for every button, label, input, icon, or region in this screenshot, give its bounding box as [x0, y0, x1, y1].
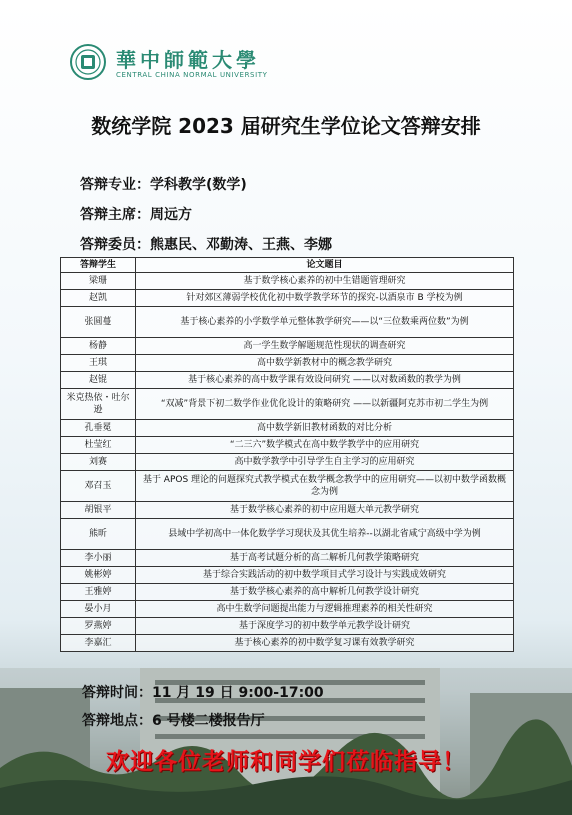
thesis-topic: 基于数学核心素养的初中应用题大单元教学研究: [136, 502, 514, 519]
student-name: 杜莹红: [61, 437, 136, 454]
thesis-topic: 高中生数学问题提出能力与逻辑推理素养的相关性研究: [136, 601, 514, 618]
thesis-topic: 高中数学新旧教材函数的对比分析: [136, 420, 514, 437]
table-row: [61, 471, 514, 502]
defense-major: 答辩专业：学科教学(数学): [80, 177, 247, 193]
header-student: 答辩学生: [61, 258, 136, 273]
student-name: 姚彬婷: [61, 567, 136, 584]
table-header-row: [61, 258, 514, 273]
thesis-topic: 基于数学核心素养的高中解析几何教学设计研究: [136, 584, 514, 601]
table-row: [61, 372, 514, 389]
thesis-topic: 基于综合实践活动的初中数学项目式学习设计与实践成效研究: [136, 567, 514, 584]
defense-time: 答辩时间：11 月 19 日 9:00-17:00: [82, 685, 324, 701]
student-name: 王雅婷: [61, 584, 136, 601]
student-name: 米克热依・吐尔逊: [61, 389, 136, 420]
table-row: [61, 307, 514, 338]
university-name-en: CENTRAL CHINA NORMAL UNIVERSITY: [116, 71, 268, 79]
table-row: [61, 454, 514, 471]
thesis-topic: 基于核心素养的小学数学单元整体教学研究——以“三位数乘两位数”为例: [136, 307, 514, 338]
student-name: 胡银平: [61, 502, 136, 519]
table-row: [61, 635, 514, 652]
defense-schedule-table: [60, 257, 514, 652]
student-name: 晏小月: [61, 601, 136, 618]
thesis-topic: “二三六”数学模式在高中数学教学中的应用研究: [136, 437, 514, 454]
table-row: [61, 618, 514, 635]
thesis-topic: 基于深度学习的初中数学单元教学设计研究: [136, 618, 514, 635]
table-row: [61, 502, 514, 519]
table-row: [61, 567, 514, 584]
university-name-cn: 華中師範大學: [116, 48, 260, 72]
table-row: [61, 519, 514, 550]
defense-members: 答辩委员：熊惠民、邓勤涛、王燕、李娜: [80, 237, 332, 253]
header-topic: 论文题目: [136, 258, 514, 273]
thesis-topic: “双减”背景下初二数学作业优化设计的策略研究 ——以新疆阿克苏市初二学生为例: [136, 389, 514, 420]
student-name: 杨静: [61, 338, 136, 355]
thesis-topic: 高中数学新教材中的概念教学研究: [136, 355, 514, 372]
table-row: [61, 437, 514, 454]
student-name: 李嘉汇: [61, 635, 136, 652]
thesis-topic: 高中数学教学中引导学生自主学习的应用研究: [136, 454, 514, 471]
thesis-topic: 针对郊区薄弱学校优化初中数学教学环节的探究-以酒泉市 B 学校为例: [136, 290, 514, 307]
student-name: 赵凯: [61, 290, 136, 307]
student-name: 刘赛: [61, 454, 136, 471]
university-emblem-icon: [70, 44, 106, 80]
table-row: [61, 290, 514, 307]
thesis-topic: 基于 APOS 理论的问题探究式教学模式在数学概念教学中的应用研究——以初中数学函数概念为例: [136, 471, 514, 502]
student-name: 邓召玉: [61, 471, 136, 502]
table-row: [61, 550, 514, 567]
student-name: 罗燕婷: [61, 618, 136, 635]
table-row: [61, 420, 514, 437]
table-row: [61, 601, 514, 618]
page-title: 数统学院 2023 届研究生学位论文答辩安排: [91, 114, 481, 138]
thesis-topic: 基于高考试题分析的高二解析几何教学策略研究: [136, 550, 514, 567]
welcome-banner: 欢迎各位老师和同学们莅临指导！: [106, 748, 466, 775]
table-row: [61, 273, 514, 290]
student-name: 孔垂冕: [61, 420, 136, 437]
thesis-topic: 基于核心素养的高中数学课有效设问研究 ——以对数函数的教学为例: [136, 372, 514, 389]
student-name: 李小丽: [61, 550, 136, 567]
table-row: [61, 355, 514, 372]
thesis-topic: 基于核心素养的初中数学复习课有效教学研究: [136, 635, 514, 652]
student-name: 王琪: [61, 355, 136, 372]
table-row: [61, 584, 514, 601]
student-name: 梁珊: [61, 273, 136, 290]
thesis-topic: 基于数学核心素养的初中生错题管理研究: [136, 273, 514, 290]
thesis-topic: 县域中学初高中一体化数学学习现状及其优生培养--以湖北省咸宁高级中学为例: [136, 519, 514, 550]
student-name: 熊昕: [61, 519, 136, 550]
defense-place: 答辩地点：6 号楼二楼报告厅: [82, 713, 265, 729]
student-name: 张圆蔓: [61, 307, 136, 338]
defense-chair: 答辩主席：周远方: [80, 207, 192, 223]
table-row: [61, 389, 514, 420]
thesis-topic: 高一学生数学解题规范性现状的调查研究: [136, 338, 514, 355]
student-name: 赵锟: [61, 372, 136, 389]
table-row: [61, 338, 514, 355]
